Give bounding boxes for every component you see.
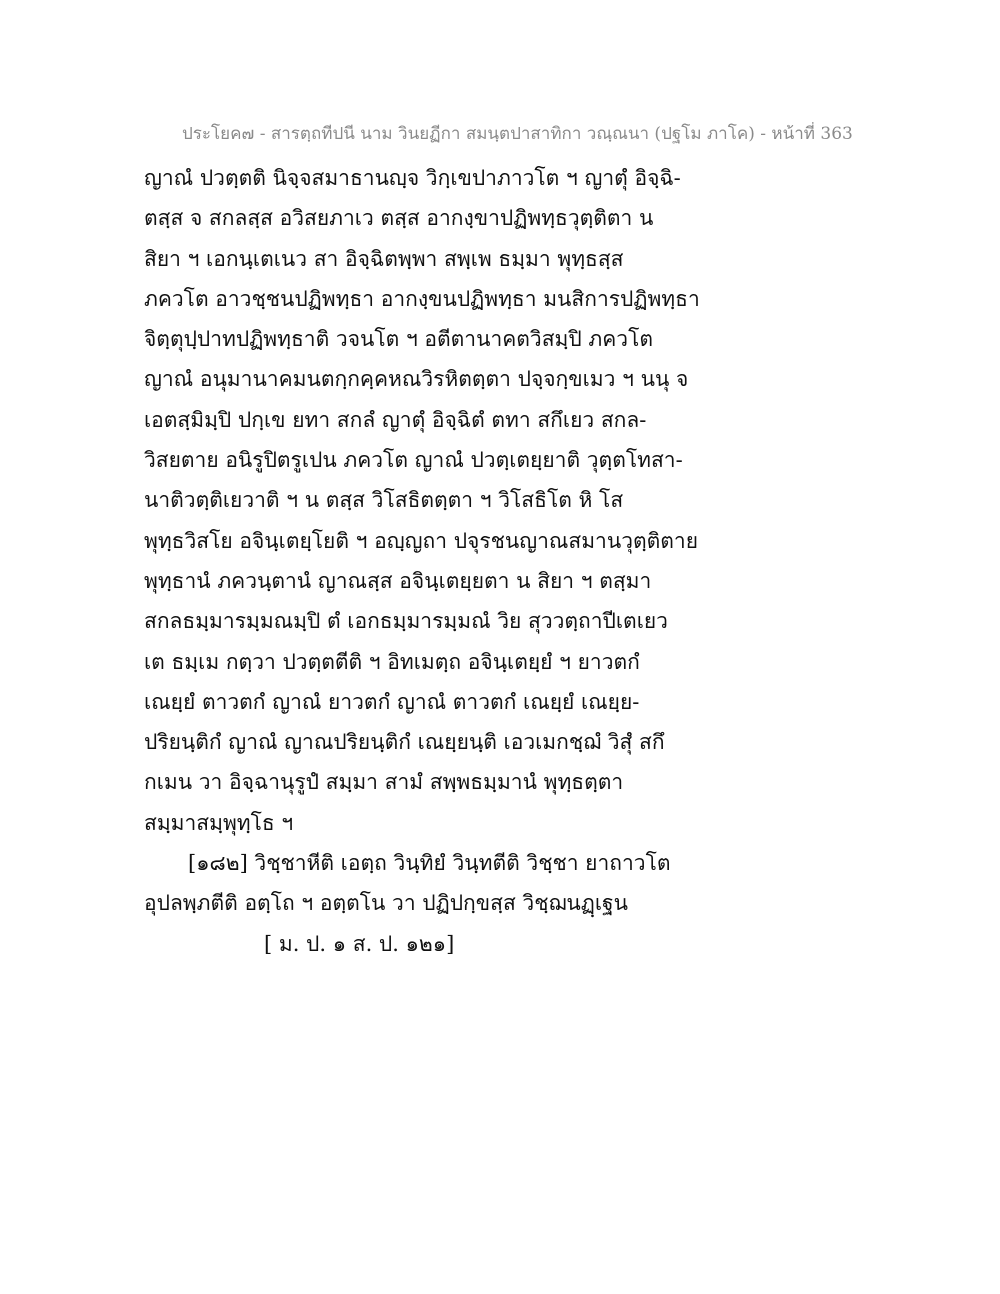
text-line: เอตสฺมิมฺปิ ปกฺเข ยทา สกลํ ญาตุํ อิจฺฉิตํ ตทา สกึเยว สกล- bbox=[144, 407, 647, 432]
text-line: ตสฺส จ สกลสฺส อวิสยภาเว ตสฺส อากงฺขาปฏิพทฺธวุตฺติตา น bbox=[144, 206, 654, 231]
text-line: พุทฺธวิสโย อจินฺเตยฺโยติ ฯ อญฺญถา ปจุรชนญาณสมานวุตฺติตาย bbox=[144, 528, 699, 553]
text-line: ปริยนฺติกํ ญาณํ ญาณปริยนฺติกํ เณยฺยนฺติ เอวเมกชฺฌํ วิสุํ สกึ bbox=[144, 730, 665, 755]
page-header: ประโยค๗ - สารตฺถทีปนี นาม วินยฏีกา สมนฺตปาสาทิกา วณฺณนา (ปฐโม ภาโค) - หน้าที่ 363 bbox=[182, 124, 853, 144]
text-line: ญาณํ อนุมานาคมนตกฺกคฺคหณวิรหิตตฺตา ปจฺจกฺขเมว ฯ นนุ จ bbox=[144, 367, 689, 392]
text-line: เณยฺยํ ตาวตกํ ญาณํ ยาวตกํ ญาณํ ตาวตกํ เณยฺยํ เณยฺย- bbox=[144, 689, 640, 714]
text-line: ภควโต อาวชฺชนปฏิพทฺธา อากงฺขนปฏิพทฺธา มนสิการปฏิพทฺธา bbox=[144, 286, 700, 311]
text-line: สมฺมาสมฺพุทฺโธ ฯ bbox=[144, 810, 294, 835]
body-text bbox=[144, 158, 704, 964]
text-line: เต ธมฺเม กตฺวา ปวตฺตตีติ ฯ อิทเมตฺถ อจินฺเตยฺยํ ฯ ยาวตกํ bbox=[144, 649, 640, 674]
text-line: นาติวตฺติเยวาติ ฯ น ตสฺส วิโสธิตตฺตา ฯ วิโสธิโต หิ โส bbox=[144, 488, 624, 513]
text-line: ญาณํ ปวตฺตติ นิจฺจสมาธานญฺจ วิกฺเขปาภาวโต ฯ ญาตุํ อิจฺฉิ- bbox=[144, 166, 681, 190]
text-line: วิสยตาย อนิรูปิตรูเปน ภควโต ญาณํ ปวตฺเตยฺยาติ วุตฺตโทสา- bbox=[144, 448, 683, 473]
text-line: สกลธมฺมารมฺมณมฺปิ ตํ เอกธมฺมารมฺมณํ วิย สุววตฺถาปีเตเยว bbox=[144, 609, 668, 634]
text-line: สิยา ฯ เอกนฺเตเนว สา อิจฺฉิตพฺพา สพฺเพ ธมฺมา พุทฺธสฺส bbox=[144, 246, 624, 271]
text-line: อุปลพฺภตีติ อตฺโถ ฯ อตฺตโน วา ปฏิปกฺขสฺส วิชฺฌนฏฺเฐน bbox=[144, 891, 628, 916]
text-line: กเมน วา อิจฺฉานุรูปํ สมฺมา สามํ สพฺพธมฺมานํ พุทฺธตฺตา bbox=[144, 770, 624, 795]
text-line: จิตฺตุปฺปาทปฏิพทฺธาติ วจนโต ฯ อตีตานาคตวิสมฺปิ ภควโต bbox=[144, 327, 653, 352]
text-line: พุทฺธานํ ภควนฺตานํ ญาณสฺส อจินฺเตยฺยตา น สิยา ฯ ตสฺมา bbox=[144, 568, 652, 593]
page-reference: [ ม. ป. ๑ ส. ป. ๑๒๑] bbox=[264, 931, 455, 956]
paragraph-number-line: [๑๘๒] วิชฺชาหีติ เอตฺถ วินฺทิยํ วินฺทตีติ วิชฺชา ยาถาวโต bbox=[188, 851, 671, 876]
